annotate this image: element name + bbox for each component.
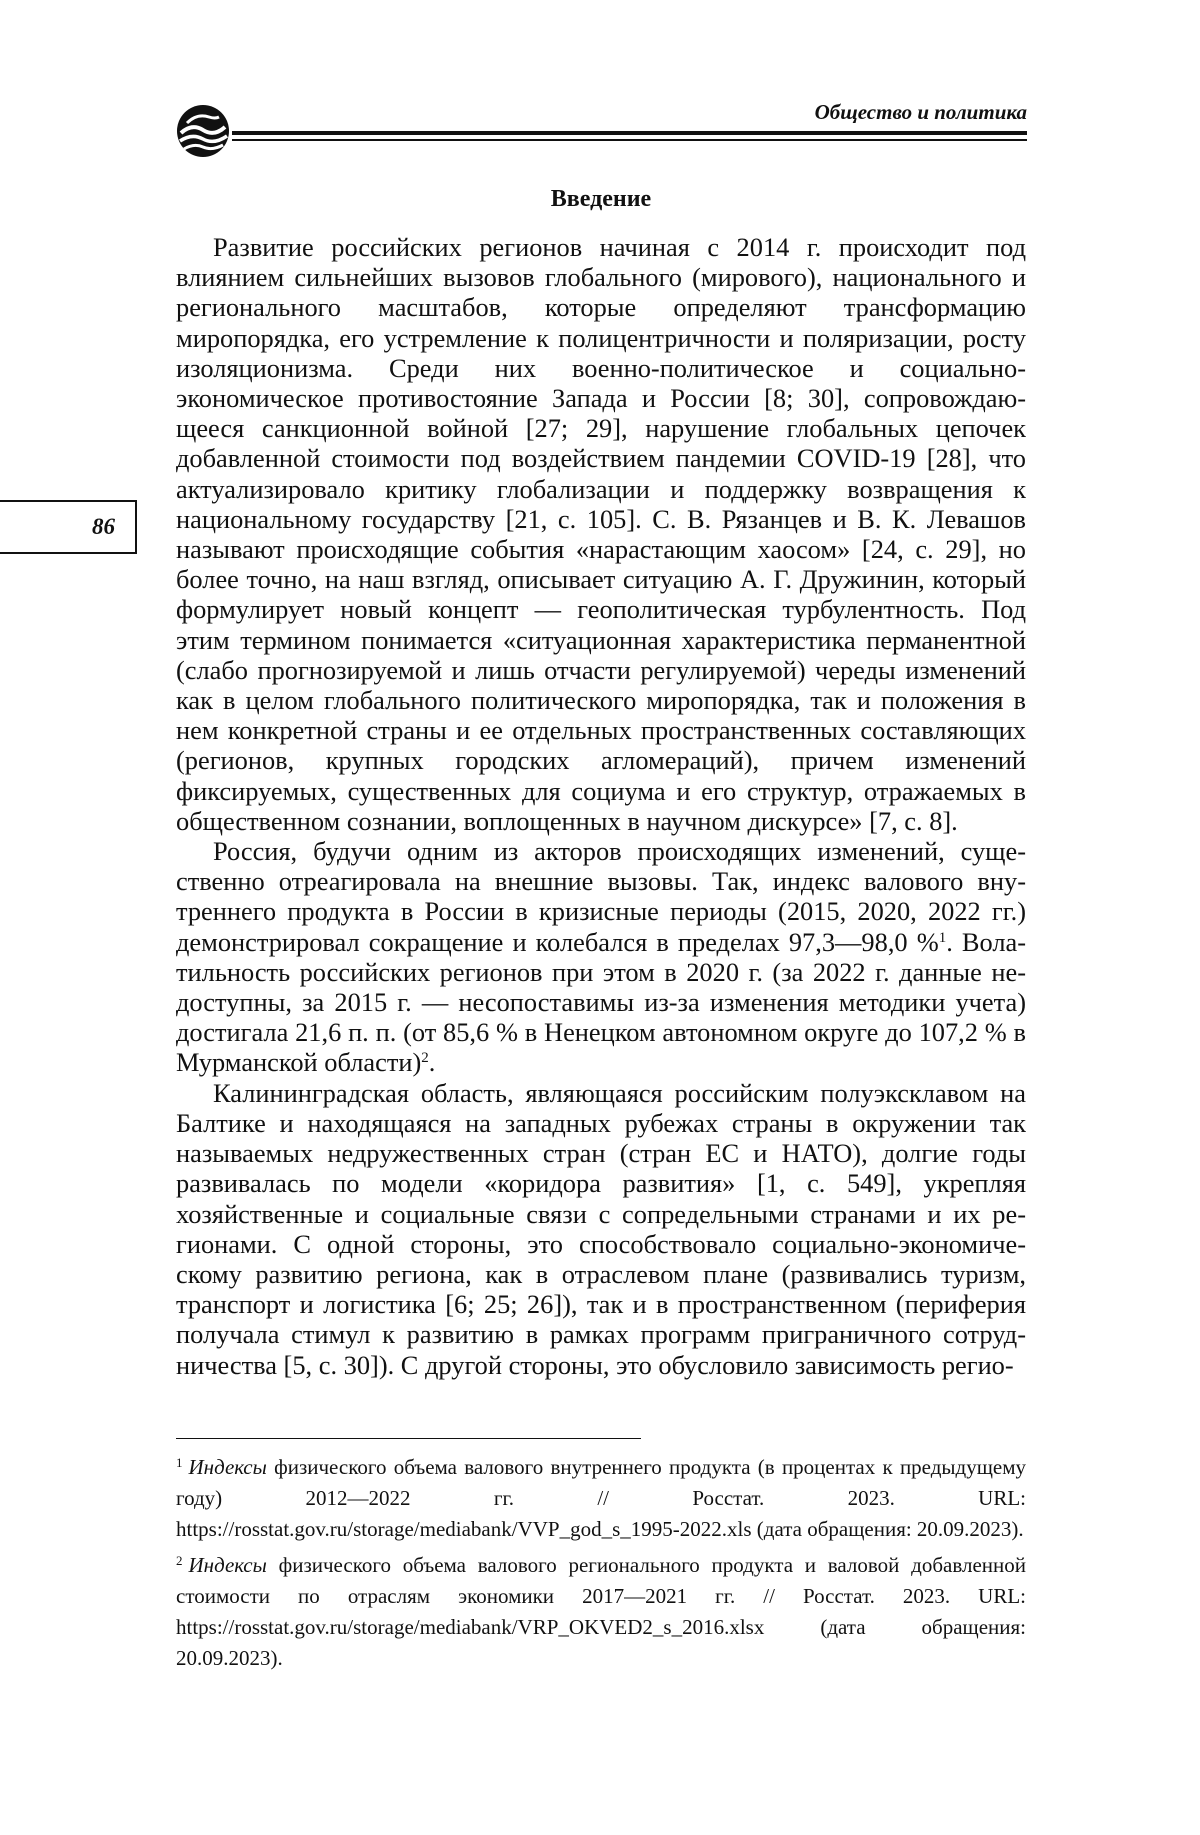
journal-logo-icon <box>175 103 231 159</box>
footnote-2-italic: Индексы <box>188 1553 267 1577</box>
footnote-1-text: физического объема валового внутреннего продукта (в процентах к предыдущему году) 2012—2022 гг. // Росстат. 2023. URL: https://rosstat.gov.ru/storage/mediabank/VVP_god_s_1995-2022.xls (дата обращения: 20.09.2023). <box>176 1455 1026 1541</box>
body-text <box>176 232 1026 1380</box>
paragraph-2-text-c: . <box>428 1047 436 1078</box>
paragraph-2 <box>176 836 1026 1078</box>
paragraph-2-text-a: Россия, будучи одним из акторов происходящих изменений, существенно отреагировала на внешние вызовы. Так, индекс валового внутреннего продукта в России в кризисные периоды (2015, 2020, 2022 гг.) демонстрировал сокращение и колебался в пределах 97,3—98,0 % <box>176 836 1026 957</box>
footnote-separator <box>176 1438 641 1439</box>
footnote-2 <box>176 1545 1026 1674</box>
footnote-1-italic: Индексы <box>188 1455 267 1479</box>
footnote-ref-2: 2 <box>421 1050 429 1067</box>
footnote-2-mark: 2 <box>176 1553 183 1568</box>
paragraph-1: Развитие российских регионов начиная с 2014 г. происходит под влиянием сильнейших вызовов глобального (мирового), национального и регионального масштабов, которые определяют трансформацию миропорядка, его устремление к полицентричности и поляризации, росту изоляционизма. Среди них военно-политическое и социально-экономическое противостояние Запада и России [8; 30], сопровождающееся санкционной войной [27; 29], нарушение глобальных цепочек добавленной стоимости под воздействием пандемии COVID-19 [28], что актуализировало критику глобализации и поддержку возвращения к национальному государству [21, с. 105]. С. В. Рязанцев и В. К. Левашов называют происходящие события «нарастающим хаосом» [24, с. 29], но более точно, на наш взгляд, описывает ситуацию А. Г. Дружинин, который формулирует новый концепт — геополитическая турбулентность. Под этим термином понимается «ситуационная характеристика перманентной (слабо прогнозируемой и лишь отчасти регулируемой) череды изменений как в целом глобального политического миропорядка, так и положения в нем конкретной страны и ее отдельных пространственных составляющих (регионов, крупных городских агломераций), причем изменений фиксируемых, существенных для социума и его структур, отражаемых в общественном сознании, воплощенных в научном дискурсе» [7, с. 8]. <box>176 232 1026 836</box>
paragraph-3: Калининградская область, являющаяся российским полуэксклавом на Балтике и находящаяся на западных рубежах страны в окружении так называемых недружественных стран (стран ЕС и НАТО), долгие годы развивалась по модели «коридора развития» [1, с. 549], укрепляя хозяйственные и социальные связи с сопредельными странами и их регионами. С одной стороны, это способствовало социально-экономическому развитию региона, как в отраслевом плане (развивались туризм, транспорт и логистика [6; 25; 26]), так и в пространственном (периферия получала стимул к развитию в рамках программ приграничного сотрудничества [5, с. 30]). С другой стороны, это обусловило зависимость регио- <box>176 1077 1026 1380</box>
footnote-1 <box>176 1447 1026 1545</box>
page-number: 86 <box>92 514 115 539</box>
footnotes <box>176 1447 1026 1674</box>
page-number-tab <box>0 500 137 554</box>
header-rule-thick <box>232 131 1027 135</box>
header-rule-thin <box>232 139 1027 141</box>
footnote-1-mark: 1 <box>176 1455 183 1470</box>
section-heading: Введение <box>550 186 652 212</box>
running-header-section-title: Общество и политика <box>814 100 1027 124</box>
footnote-ref-1: 1 <box>938 929 947 946</box>
paragraph-2-text-b: . Волатильность российских регионов при этом в 2020 г. (за 2022 г. данные недоступны, за 2015 г. — несопоставимы из-за изменения методики учета) достигала 21,6 п. п. (от 85,6 % в Ненецком автономном округе до 107,2 % в Мурманской области) <box>176 926 1026 1078</box>
footnote-2-text: физического объема валового регионального продукта и валовой добавленной стоимости по отраслям экономики 2017—2021 гг. // Росстат. 2023. URL: https://rosstat.gov.ru/storage/mediabank/VRP_OKVED2_s_2016.xlsx (дата обращения: 20.09.2023). <box>176 1553 1026 1670</box>
